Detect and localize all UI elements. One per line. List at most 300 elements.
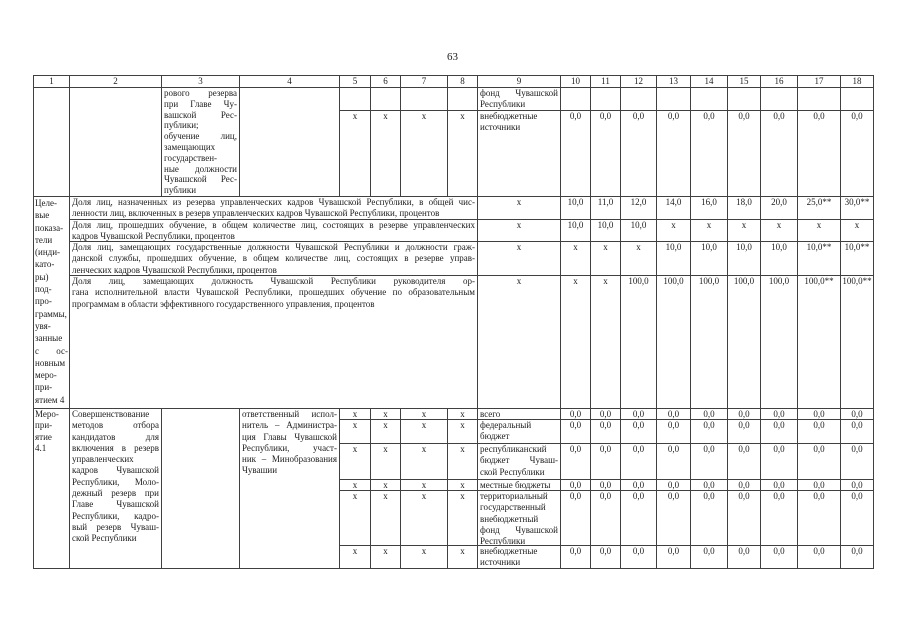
indicator-value-cell bbox=[560, 196, 591, 220]
mark-cell bbox=[447, 110, 478, 197]
funding-value: 0,0 bbox=[667, 420, 680, 430]
indicators-label-line: увя- bbox=[35, 320, 51, 331]
mark-x: x bbox=[460, 409, 465, 419]
event-text-line: рового резерва bbox=[164, 88, 237, 98]
empty-cell bbox=[840, 87, 874, 111]
empty-cell bbox=[33, 87, 70, 197]
indicator-value-cell bbox=[590, 196, 621, 220]
empty-cell bbox=[656, 87, 691, 111]
indicator-value: 100,0 bbox=[768, 276, 790, 286]
event-text-line: ные должности bbox=[164, 163, 237, 174]
indicator-value: x bbox=[854, 220, 860, 230]
indicators-label-line: ры) bbox=[35, 271, 49, 282]
mark-x: x bbox=[460, 546, 465, 556]
mark-cell bbox=[370, 110, 401, 197]
column-number: 5 bbox=[352, 76, 358, 86]
measure-executor-cell bbox=[239, 408, 340, 569]
empty-cell bbox=[727, 87, 761, 111]
indicator-text-line: кадров Чувашской Республики, процентов bbox=[72, 231, 235, 242]
funding-value: 0,0 bbox=[738, 546, 750, 556]
mark-x: x bbox=[460, 491, 465, 501]
value-cell bbox=[590, 545, 621, 569]
measure-name-line: ской Республики bbox=[72, 533, 137, 544]
indicator-value: 25,0** bbox=[806, 197, 832, 207]
indicator-value: 100,0 bbox=[733, 276, 755, 286]
value-cell bbox=[620, 443, 657, 480]
page-number: 63 bbox=[447, 51, 458, 63]
column-number: 9 bbox=[516, 76, 522, 86]
mark-x: x bbox=[352, 409, 358, 419]
funding-value: 0,0 bbox=[813, 491, 825, 501]
value-cell bbox=[690, 110, 728, 197]
indicator-text-line: Доля лиц, прошедших обучение, в общем количестве лиц, состоящих в резерве управленческих bbox=[72, 220, 475, 230]
indicator-value: x bbox=[776, 220, 782, 230]
indicator-value-cell bbox=[656, 241, 691, 276]
value-cell bbox=[620, 110, 657, 197]
column-number: 12 bbox=[634, 76, 643, 86]
funding-value: 0,0 bbox=[813, 111, 825, 121]
indicator-target: x bbox=[516, 242, 522, 252]
mark-x: x bbox=[352, 420, 358, 430]
funding-source-line: территориальный bbox=[480, 491, 548, 501]
funding-value: 0,0 bbox=[738, 491, 750, 501]
value-cell bbox=[590, 110, 621, 197]
value-cell bbox=[590, 490, 621, 546]
funding-value: 0,0 bbox=[599, 420, 612, 430]
indicator-target: x bbox=[516, 197, 522, 207]
funding-source-line: Республики bbox=[480, 536, 526, 547]
funding-source-line: внебюджетный bbox=[480, 513, 539, 524]
executor-line: ответственный испол- bbox=[242, 409, 337, 419]
mark-cell bbox=[339, 443, 371, 480]
funding-value: 0,0 bbox=[703, 480, 715, 490]
value-cell bbox=[560, 545, 591, 569]
funding-value: 0,0 bbox=[851, 444, 863, 454]
indicator-value: x bbox=[573, 276, 578, 286]
mark-x: x bbox=[383, 480, 388, 490]
funding-source-line: республиканский bbox=[480, 444, 547, 454]
indicator-target: x bbox=[516, 220, 522, 230]
indicator-value-cell bbox=[760, 219, 798, 242]
empty-cell bbox=[370, 87, 401, 111]
indicator-value-cell bbox=[840, 241, 874, 276]
indicator-value-cell bbox=[620, 196, 657, 220]
measure-name-line: кадров Чувашской bbox=[72, 465, 159, 476]
value-cell bbox=[840, 545, 874, 569]
empty-cell bbox=[760, 87, 798, 111]
event-text-line: Чувашской Рес- bbox=[164, 174, 237, 185]
indicator-text-line: Доля лиц, замещающих государственные должности Чувашской Республики и должности граж- bbox=[72, 242, 475, 252]
mark-cell bbox=[370, 490, 401, 546]
funding-value: 0,0 bbox=[703, 111, 715, 121]
indicator-value-cell bbox=[590, 219, 621, 242]
event-text-line: обучение лиц, bbox=[164, 131, 237, 142]
value-cell bbox=[656, 110, 691, 197]
mark-cell bbox=[400, 443, 448, 480]
indicator-value: 10,0 bbox=[630, 220, 647, 230]
value-cell bbox=[620, 545, 657, 569]
indicator-target-cell bbox=[477, 196, 561, 220]
funding-value: 0,0 bbox=[813, 546, 825, 556]
indicators-label-line: меро- bbox=[35, 370, 57, 381]
indicator-text-cell bbox=[69, 219, 478, 242]
value-cell bbox=[690, 443, 728, 480]
executor-line: ция Главы Чувашской bbox=[242, 431, 337, 442]
mark-x: x bbox=[383, 420, 388, 430]
mark-x: x bbox=[352, 444, 358, 454]
mark-x: x bbox=[352, 480, 358, 490]
funding-value: 0,0 bbox=[569, 480, 582, 490]
mark-x: x bbox=[421, 546, 427, 556]
measure-label-line: 4.1 bbox=[35, 442, 47, 453]
mark-cell bbox=[447, 443, 478, 480]
indicator-value: 10,0** bbox=[844, 242, 870, 252]
indicators-label-line: занные bbox=[35, 333, 63, 344]
value-cell bbox=[840, 443, 874, 480]
indicator-value-cell bbox=[560, 241, 591, 276]
funding-value: 0,0 bbox=[703, 409, 715, 419]
value-cell bbox=[840, 110, 874, 197]
indicator-value: 14,0 bbox=[665, 197, 682, 207]
indicator-value: x bbox=[573, 242, 578, 252]
mark-x: x bbox=[421, 111, 427, 121]
funding-value: 0,0 bbox=[667, 546, 680, 556]
funding-value: 0,0 bbox=[851, 111, 863, 121]
funding-value: 0,0 bbox=[738, 409, 750, 419]
indicator-value-cell bbox=[727, 219, 761, 242]
indicator-value-cell bbox=[656, 196, 691, 220]
indicator-value: 20,0 bbox=[771, 197, 787, 207]
value-cell bbox=[797, 545, 841, 569]
funding-value: 0,0 bbox=[599, 111, 612, 121]
indicator-target-cell bbox=[477, 241, 561, 276]
funding-value: 0,0 bbox=[851, 420, 863, 430]
mark-cell bbox=[339, 545, 371, 569]
indicator-value-cell bbox=[590, 241, 621, 276]
empty-cell bbox=[239, 87, 340, 197]
funding-value: 0,0 bbox=[773, 420, 785, 430]
value-cell bbox=[727, 490, 761, 546]
funding-value: 0,0 bbox=[667, 111, 680, 121]
value-cell bbox=[760, 490, 798, 546]
measure-label-line: при- bbox=[35, 420, 53, 431]
empty-cell bbox=[400, 87, 448, 111]
indicators-label-line: под- bbox=[35, 284, 52, 295]
column-number: 13 bbox=[669, 76, 678, 86]
empty-cell bbox=[339, 87, 371, 111]
indicator-value-cell bbox=[560, 219, 591, 242]
funding-source-line: бюджет Чуваш- bbox=[480, 455, 558, 466]
value-cell bbox=[840, 490, 874, 546]
indicator-text-line: Доля лиц, замещающих должность Чувашской Республики руководителя ор- bbox=[72, 276, 475, 286]
funding-value: 0,0 bbox=[599, 491, 612, 501]
executor-line: Республики, участ- bbox=[242, 442, 337, 453]
indicator-value-cell bbox=[690, 275, 728, 409]
funding-value: 0,0 bbox=[599, 480, 612, 490]
funding-value: 0,0 bbox=[632, 491, 645, 501]
event-text-line: вашской Рес- bbox=[164, 109, 237, 120]
indicator-value-cell bbox=[727, 196, 761, 220]
funding-value: 0,0 bbox=[773, 409, 785, 419]
value-cell bbox=[727, 545, 761, 569]
column-number: 18 bbox=[852, 76, 862, 86]
funding-value: 0,0 bbox=[569, 491, 582, 501]
measure-name-line: включения в резерв bbox=[72, 442, 159, 453]
value-cell bbox=[656, 545, 691, 569]
indicator-target-cell bbox=[477, 219, 561, 242]
indicator-value: x bbox=[603, 242, 608, 252]
indicators-label-line: новным bbox=[35, 357, 66, 368]
event-text-line: государствен- bbox=[164, 152, 218, 163]
funding-source-cell bbox=[477, 545, 561, 569]
indicator-value-cell bbox=[656, 275, 691, 409]
executor-line: Чувашии bbox=[242, 465, 278, 476]
empty-cell bbox=[161, 408, 240, 569]
mark-cell bbox=[339, 490, 371, 546]
empty-cell bbox=[620, 87, 657, 111]
value-cell bbox=[797, 419, 841, 444]
indicator-value: 100,0** bbox=[804, 276, 834, 286]
indicator-value: 10,0 bbox=[567, 220, 584, 230]
indicators-label-line: вые bbox=[35, 210, 50, 221]
value-cell bbox=[620, 490, 657, 546]
mark-x: x bbox=[460, 444, 465, 454]
measure-name-line: кандидатов для bbox=[72, 431, 159, 442]
value-cell bbox=[560, 490, 591, 546]
mark-x: x bbox=[383, 546, 388, 556]
indicators-label-line: Целе- bbox=[35, 198, 57, 208]
value-cell bbox=[560, 419, 591, 444]
indicator-value-cell bbox=[760, 275, 798, 409]
funding-source-line: внебюджетные bbox=[480, 111, 538, 121]
indicator-value-cell bbox=[727, 241, 761, 276]
funding-value: 0,0 bbox=[813, 409, 825, 419]
mark-x: x bbox=[383, 491, 388, 501]
indicator-value-cell bbox=[727, 275, 761, 409]
mark-cell bbox=[400, 545, 448, 569]
value-cell bbox=[560, 110, 591, 197]
funding-value: 0,0 bbox=[738, 111, 750, 121]
value-cell bbox=[560, 443, 591, 480]
funding-value: 0,0 bbox=[813, 444, 825, 454]
indicator-value-cell bbox=[690, 196, 728, 220]
funding-source-line: внебюджетные bbox=[480, 546, 538, 556]
indicator-value: 16,0 bbox=[701, 197, 717, 207]
indicator-value-cell bbox=[760, 241, 798, 276]
empty-cell bbox=[447, 87, 478, 111]
funding-source-line: фонд Чувашской bbox=[480, 524, 558, 535]
mark-cell bbox=[339, 110, 371, 197]
funding-value: 0,0 bbox=[667, 409, 680, 419]
mark-x: x bbox=[352, 491, 358, 501]
funding-value: 0,0 bbox=[773, 444, 785, 454]
indicator-value-cell bbox=[690, 219, 728, 242]
funding-source-line: ской Республики bbox=[480, 466, 545, 477]
funding-value: 0,0 bbox=[569, 409, 582, 419]
column-number: 10 bbox=[571, 76, 580, 86]
funding-source-line: источники bbox=[480, 122, 521, 133]
indicator-value-cell bbox=[620, 241, 657, 276]
indicator-value: x bbox=[603, 276, 608, 286]
funding-value: 0,0 bbox=[703, 420, 715, 430]
indicator-value: 10,0 bbox=[736, 242, 752, 252]
value-cell bbox=[656, 443, 691, 480]
event-text-line: публики bbox=[164, 185, 197, 196]
funding-source-cell bbox=[477, 419, 561, 444]
mark-x: x bbox=[421, 409, 427, 419]
funding-value: 0,0 bbox=[667, 480, 680, 490]
measure-name-line: Республики, кадро- bbox=[72, 510, 159, 521]
measure-name-cell bbox=[69, 408, 162, 569]
funding-source-line: всего bbox=[480, 409, 501, 419]
mark-x: x bbox=[383, 444, 388, 454]
indicators-label-line: тели bbox=[35, 234, 53, 245]
measure-label-cell bbox=[33, 408, 70, 569]
indicator-value: 10,0** bbox=[806, 242, 832, 252]
indicator-target: x bbox=[516, 276, 522, 286]
event-text-cell bbox=[161, 87, 240, 197]
funding-value: 0,0 bbox=[632, 111, 645, 121]
mark-x: x bbox=[460, 480, 465, 490]
indicators-label-line: показа- bbox=[35, 222, 64, 233]
column-number: 1 bbox=[49, 76, 54, 86]
indicator-value: 10,0 bbox=[597, 220, 614, 230]
funding-value: 0,0 bbox=[569, 444, 582, 454]
indicator-value: 100,0 bbox=[698, 276, 720, 286]
indicator-text-line: Доля лиц, назначенных из резерва управленческих кадров Чувашской Республики, в общей чис- bbox=[72, 197, 475, 207]
indicator-value: 18,0 bbox=[736, 197, 752, 207]
indicator-value-cell bbox=[840, 219, 874, 242]
funding-source-line: Республики bbox=[480, 99, 526, 110]
mark-cell bbox=[370, 419, 401, 444]
indicator-value: 100,0 bbox=[663, 276, 684, 286]
column-number: 11 bbox=[601, 76, 610, 86]
indicator-value-cell bbox=[840, 275, 874, 409]
funding-source-line: источники bbox=[480, 557, 521, 568]
funding-source-line: федеральный bbox=[480, 420, 532, 430]
indicator-value: x bbox=[706, 220, 712, 230]
indicator-text-line: данской службы, прошедших обучение, в общем количестве лиц, состоящих в резерве управ- bbox=[72, 253, 475, 264]
value-cell bbox=[797, 443, 841, 480]
funding-value: 0,0 bbox=[773, 491, 785, 501]
indicator-value-cell bbox=[797, 275, 841, 409]
funding-value: 0,0 bbox=[599, 546, 612, 556]
funding-value: 0,0 bbox=[599, 409, 612, 419]
funding-value: 0,0 bbox=[851, 480, 863, 490]
funding-value: 0,0 bbox=[632, 480, 645, 490]
column-number: 3 bbox=[198, 76, 203, 86]
funding-value: 0,0 bbox=[738, 444, 750, 454]
empty-cell bbox=[69, 87, 162, 197]
indicators-label-line: граммы, bbox=[35, 308, 67, 319]
funding-value: 0,0 bbox=[773, 546, 785, 556]
mark-x: x bbox=[383, 111, 388, 121]
funding-value: 0,0 bbox=[569, 111, 582, 121]
funding-value: 0,0 bbox=[569, 546, 582, 556]
measure-name-line: дежный резерв при bbox=[72, 488, 159, 499]
indicators-label-line: (инди- bbox=[35, 247, 61, 258]
mark-x: x bbox=[352, 111, 358, 121]
funding-value: 0,0 bbox=[851, 546, 863, 556]
value-cell bbox=[727, 110, 761, 197]
event-text-line: публики; bbox=[164, 120, 199, 131]
mark-x: x bbox=[460, 111, 465, 121]
indicator-target-cell bbox=[477, 275, 561, 409]
funding-source-cell bbox=[477, 87, 561, 111]
value-cell bbox=[797, 490, 841, 546]
indicator-value-cell bbox=[560, 275, 591, 409]
indicator-value: x bbox=[816, 220, 822, 230]
empty-cell bbox=[590, 87, 621, 111]
indicator-value: 100,0** bbox=[842, 276, 872, 286]
mark-x: x bbox=[460, 420, 465, 430]
mark-cell bbox=[370, 545, 401, 569]
event-text-line: при Главе Чу- bbox=[164, 98, 237, 109]
indicator-value-cell bbox=[797, 219, 841, 242]
mark-cell bbox=[339, 419, 371, 444]
funding-source-line: бюджет bbox=[480, 431, 510, 442]
value-cell bbox=[840, 419, 874, 444]
funding-value: 0,0 bbox=[738, 480, 750, 490]
funding-value: 0,0 bbox=[851, 491, 863, 501]
funding-value: 0,0 bbox=[851, 409, 863, 419]
funding-value: 0,0 bbox=[632, 409, 645, 419]
funding-value: 0,0 bbox=[813, 420, 825, 430]
funding-value: 0,0 bbox=[569, 420, 582, 430]
indicator-value: 11,0 bbox=[597, 197, 614, 207]
indicators-label-line: като- bbox=[35, 259, 55, 270]
funding-value: 0,0 bbox=[632, 444, 645, 454]
mark-x: x bbox=[421, 491, 427, 501]
column-number: 4 bbox=[287, 76, 292, 86]
empty-cell bbox=[690, 87, 728, 111]
indicator-value: 12,0 bbox=[630, 197, 647, 207]
funding-source-line: фонд Чувашской bbox=[480, 88, 558, 98]
event-text-line: замещающих bbox=[164, 141, 216, 152]
mark-cell bbox=[447, 419, 478, 444]
value-cell bbox=[690, 419, 728, 444]
funding-value: 0,0 bbox=[738, 420, 750, 430]
value-cell bbox=[620, 419, 657, 444]
funding-value: 0,0 bbox=[703, 491, 715, 501]
funding-source-line: местные бюджеты bbox=[480, 480, 551, 490]
executor-line: нитель – Администра- bbox=[242, 420, 337, 431]
column-number: 17 bbox=[814, 76, 824, 86]
mark-cell bbox=[447, 490, 478, 546]
indicator-value: x bbox=[741, 220, 747, 230]
mark-x: x bbox=[421, 420, 427, 430]
funding-value: 0,0 bbox=[632, 420, 645, 430]
measure-name-line: управленческих bbox=[72, 454, 134, 465]
indicator-text-cell bbox=[69, 241, 478, 276]
value-cell bbox=[760, 110, 798, 197]
mark-cell bbox=[447, 545, 478, 569]
value-cell bbox=[727, 419, 761, 444]
measure-name-line: Главе Чувашской bbox=[72, 499, 159, 510]
funding-value: 0,0 bbox=[599, 444, 612, 454]
value-cell bbox=[590, 443, 621, 480]
mark-x: x bbox=[383, 409, 388, 419]
funding-source-cell bbox=[477, 443, 561, 480]
measure-name-line: методов отбора bbox=[72, 420, 159, 431]
executor-line: ник – Минобразования bbox=[242, 454, 337, 465]
indicators-label-cell bbox=[33, 196, 70, 409]
funding-source-line: государственный bbox=[480, 502, 546, 513]
mark-cell bbox=[370, 443, 401, 480]
indicator-value-cell bbox=[620, 275, 657, 409]
funding-value: 0,0 bbox=[703, 546, 715, 556]
indicator-value: 10,0 bbox=[665, 242, 682, 252]
